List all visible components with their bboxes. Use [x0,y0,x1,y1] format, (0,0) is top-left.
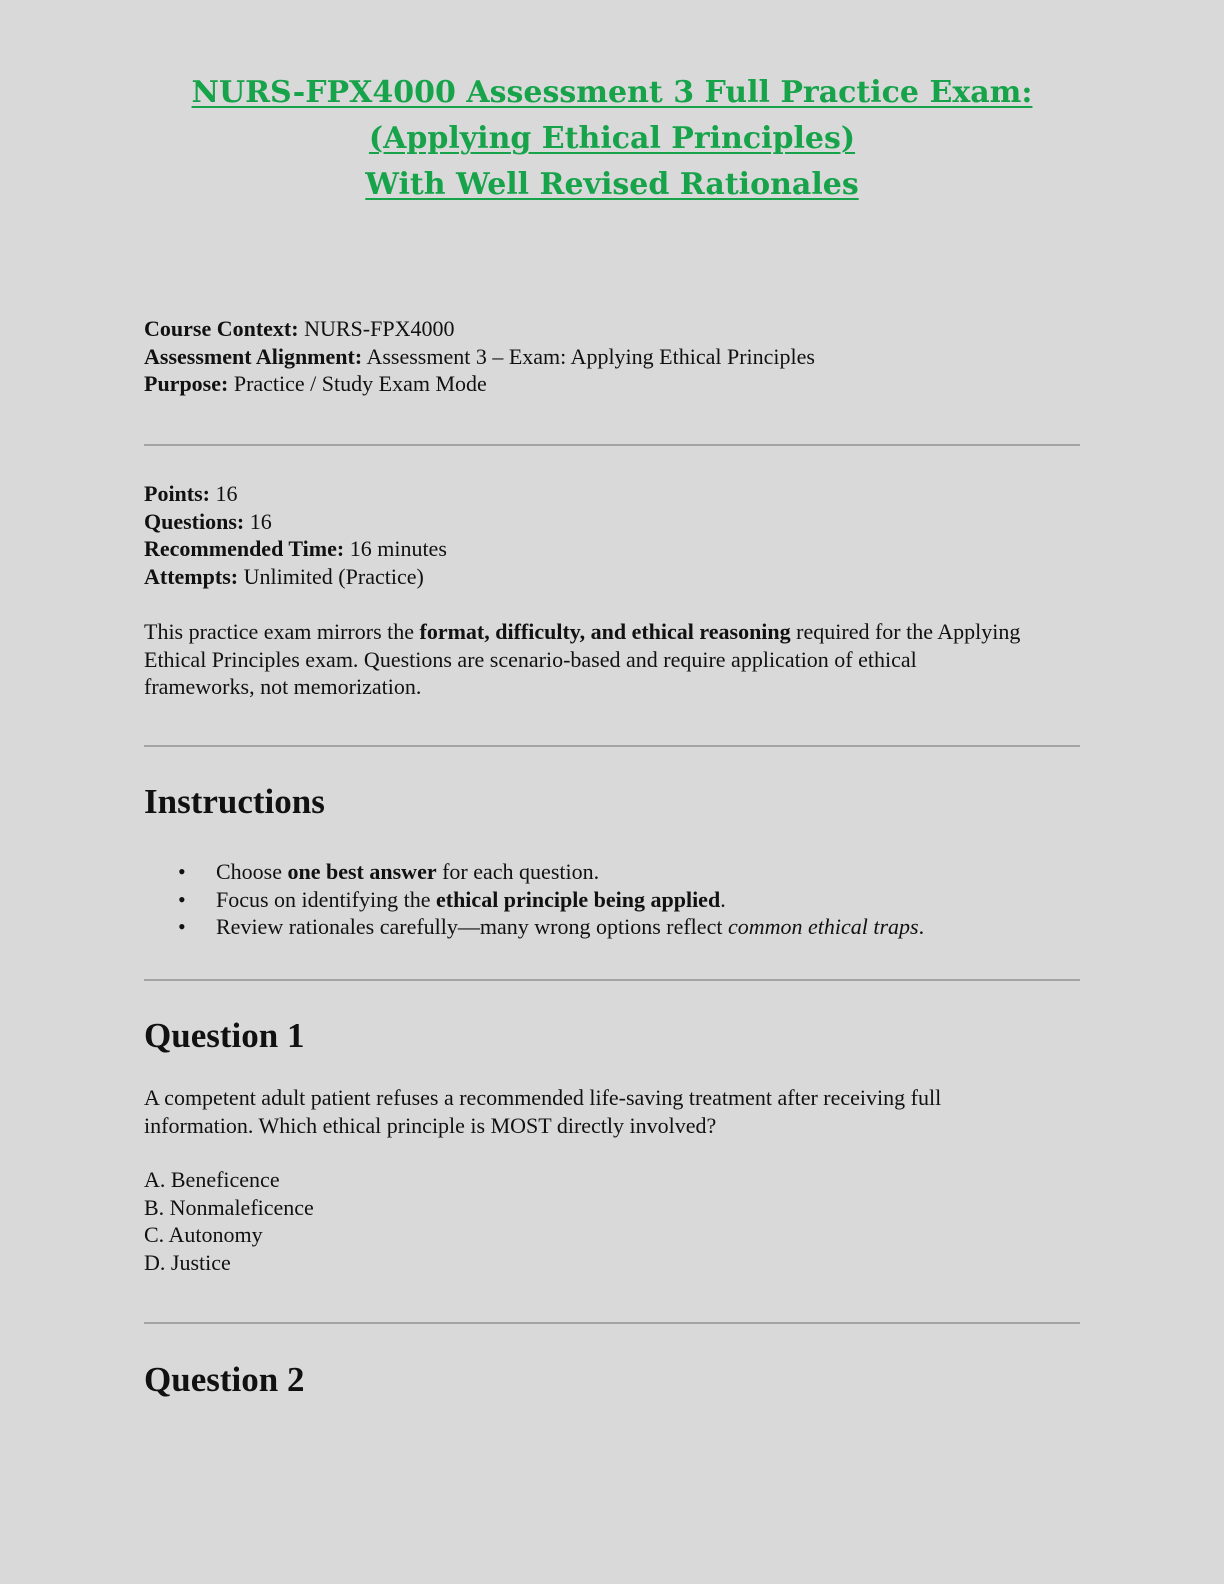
title-line-3: With Well Revised Rationales [365,167,859,202]
course-context-row [144,315,1080,343]
instruction-text: Focus on identifying the [216,886,436,912]
section-divider [144,444,1080,446]
answer-option-c: C. Autonomy [144,1222,263,1247]
answer-option-b: B. Nonmaleficence [144,1194,314,1220]
instruction-text-italic: common ethical traps [727,914,919,939]
recommended-time-value: 16 minutes [344,536,447,561]
section-divider [144,979,1080,981]
instruction-text-bold: ethical principle being applied [435,886,721,912]
instruction-item [144,913,924,941]
bullet-icon: • [178,886,186,912]
exam-meta-block [144,480,1080,590]
instruction-text: for each question. [436,859,600,884]
instruction-text: Review rationales carefully—many wrong options reflect [216,914,728,939]
question-2-heading: Question 2 [144,1360,305,1399]
assessment-alignment-value: Assessment 3 – Exam: Applying Ethical Principles [362,343,815,369]
intro-text-start: This practice exam mirrors the [144,619,420,644]
attempts-label: Attempts: [144,563,239,589]
title-line-1: NURS-FPX4000 Assessment 3 Full Practice Exam: [191,75,1033,110]
intro-paragraph [144,618,1024,701]
intro-text-end: required for the Applying Ethical Principles exam. Questions are scenario-based and require application of ethical frameworks, not memorization. [144,619,1021,699]
section-divider [144,1322,1080,1324]
instruction-item [144,886,924,914]
purpose-value: Practice / Study Exam Mode [228,371,487,396]
question-1-heading: Question 1 [144,1016,305,1055]
questions-row [144,508,1080,536]
course-context-block [144,315,1080,398]
points-row [144,480,1080,508]
recommended-time-row [144,535,1080,563]
bullet-icon: • [178,859,186,884]
section-divider [144,745,1080,747]
bullet-icon: • [178,914,186,939]
questions-value: 16 [244,508,272,534]
document-title [144,70,1080,208]
recommended-time-label: Recommended Time: [144,536,345,561]
instruction-text: . [720,886,726,912]
purpose-label: Purpose: [144,371,229,396]
question-1-options [144,1166,1080,1276]
assessment-alignment-row [144,343,1080,371]
instructions-list [144,858,924,941]
attempts-row [144,563,1080,591]
question-1-stem: A competent adult patient refuses a recommended life-saving treatment after receiving full information. Which ethical principle is MOST directly involved? [144,1085,942,1138]
assessment-alignment-label: Assessment Alignment: [144,343,363,369]
instruction-text-bold: one best answer [287,859,437,884]
intro-text-bold: format, difficulty, and ethical reasoning [419,619,791,644]
instruction-text: . [918,914,925,939]
questions-label: Questions: [144,508,245,534]
course-context-value: NURS-FPX4000 [298,316,455,341]
points-label: Points: [144,481,210,506]
instruction-text: Choose [216,859,288,884]
course-context-label: Course Context: [144,316,299,341]
points-value: 16 [210,481,238,506]
instruction-item [144,858,924,886]
title-line-2: (Applying Ethical Principles) [368,121,856,156]
instructions-heading: Instructions [144,782,325,821]
answer-option-a: A. Beneficence [144,1167,280,1192]
answer-option-d: D. Justice [144,1249,231,1275]
purpose-row [144,370,1080,398]
attempts-value: Unlimited (Practice) [238,563,424,589]
